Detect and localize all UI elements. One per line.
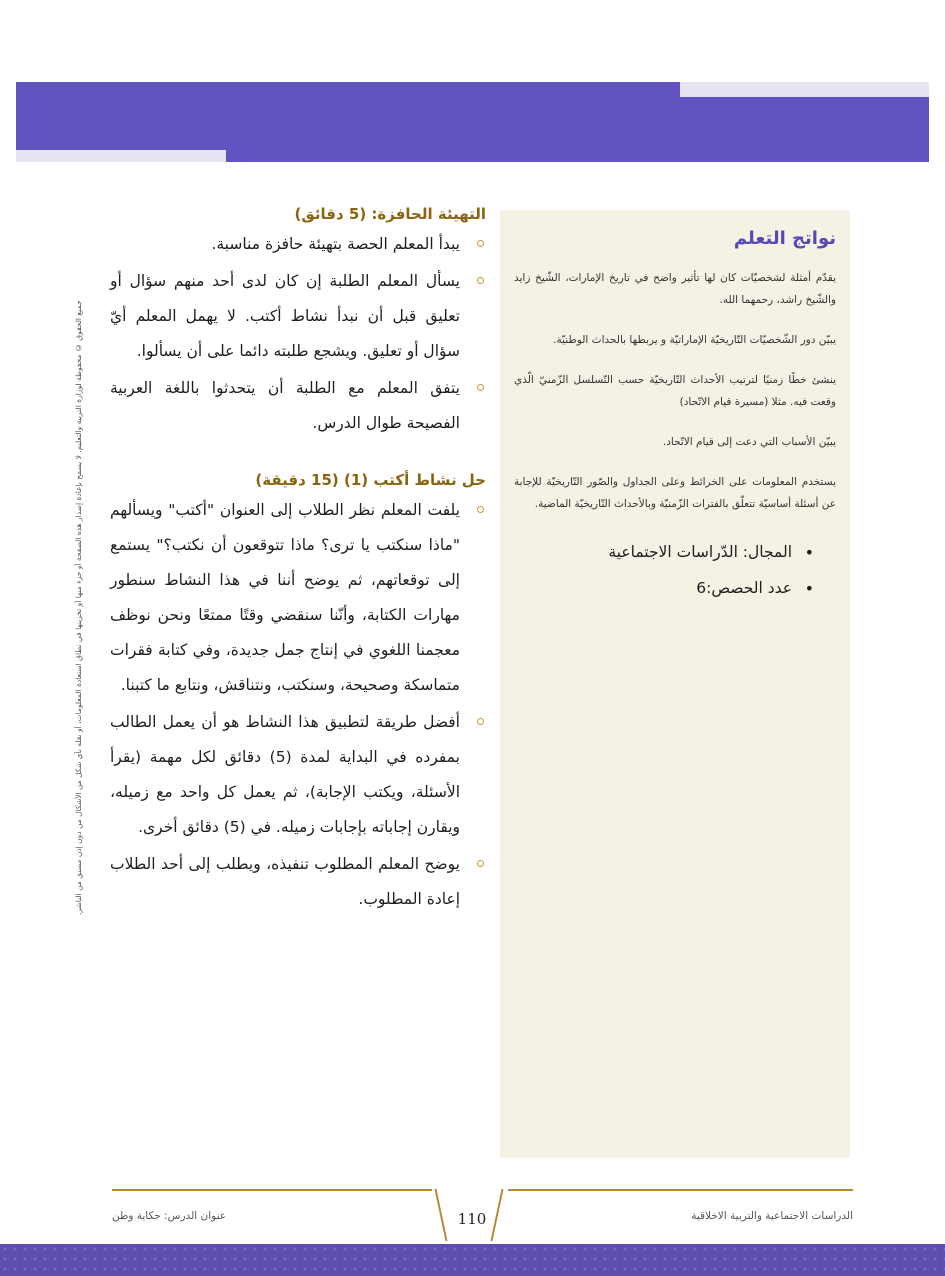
circle-bullet-icon bbox=[477, 506, 484, 513]
list-item bbox=[110, 493, 486, 703]
outcome-item: يقدّم أمثلة لشخصيّات كان لها تأثير واضح في تاريخ الإمارات، الشّيخ زايد والشّيخ راشد، رحمهما الله. bbox=[514, 272, 836, 306]
list-item-text: يسأل المعلم الطلبة إن كان لدى أحد منهم سؤال أو تعليق قبل أن نبدأ نشاط أكتب. لا يهمل المعلم أيّ سؤال أو تعليق. ويشجع طلبته دائما على أن يسألوا. bbox=[110, 272, 460, 360]
circle-bullet-icon bbox=[477, 860, 484, 867]
outcome-item: يبيّن دور الشّخصيّات التّاريخيّة الإماراتيّة و يربطها بالحداث الوطنيّة. bbox=[553, 334, 836, 346]
list-item-text: يلفت المعلم نظر الطلاب إلى العنوان "أكتب" ويسألهم "ماذا سنكتب يا ترى؟ ماذا تتوقعون أن نكتب؟" يستمع إلى توقعاتهم، ثم يوضح أننا في هذا النشاط سنطور مهارات الكتابة، وأنّنا سنقضي وقتًا ممتعًا ونحن نوظف معجمنا اللغوي في إنتاج جمل جديدة، وفي كتابة فقرات متماسكة وصحيحة، وسنكتب، ونتناقش، ونتابع ما كتبنا. bbox=[110, 501, 460, 694]
footer-lesson-title: عنوان الدرس: حكاية وطن bbox=[112, 1210, 227, 1222]
outcome-item: ينشئ خطًا زمنيًا لترتيب الأحداث التّاريخيّة حسب التّسلسل الزّمنيّ الّذي وقعت فيه. مثلا (مسيرة قيام الاتّحاد) bbox=[514, 374, 836, 408]
footer-rule-right bbox=[508, 1189, 853, 1191]
circle-bullet-icon bbox=[477, 718, 484, 725]
sessions-count: • عدد الحصص:6 bbox=[514, 579, 792, 597]
outcome-item: يستخدم المعلومات على الخرائط وعلى الجداول والصّور التّاريخيّة للإجابة عن أسئلة أساسيّة تتعلّق بالفترات الزّمنيّة وبالأحداث التّاريخيّة الماضية. bbox=[514, 476, 836, 510]
list-item-text: يتفق المعلم مع الطلبة أن يتحدثوا باللغة العربية الفصيحة طوال الدرس. bbox=[110, 379, 460, 432]
outcome-item: يبيّن الأسباب التي دعت إلى قيام الاتّحاد. bbox=[662, 436, 836, 448]
header-banner-notch bbox=[16, 150, 226, 162]
list-item bbox=[110, 264, 486, 369]
list-item bbox=[110, 847, 486, 917]
circle-bullet-icon bbox=[477, 384, 484, 391]
list-item-text: أفضل طريقة لتطبيق هذا النشاط هو أن يعمل الطالب بمفرده في البداية لمدة (5) دقائق لكل مهمة (يقرأ الأسئلة، ويكتب الإجابة)، ثم يعمل كل واحد مع زميله، ويقارن إجاباته بإجابات زميله. في (5) دقائق أخرى. bbox=[110, 713, 460, 836]
footer-subject: الدراسات الاجتماعية والتربية الاخلاقية bbox=[691, 1210, 853, 1222]
header-banner-strip bbox=[680, 82, 929, 97]
footer-pattern-band bbox=[0, 1244, 945, 1276]
learning-outcomes-panel bbox=[500, 210, 850, 1158]
footer-rule-left bbox=[112, 1189, 432, 1191]
circle-bullet-icon bbox=[477, 277, 484, 284]
list-item bbox=[110, 227, 486, 262]
circle-bullet-icon bbox=[477, 240, 484, 247]
page-number: 110 bbox=[457, 1210, 487, 1228]
list-item-text: يوضح المعلم المطلوب تنفيذه، ويطلب إلى أحد الطلاب إعادة المطلوب. bbox=[110, 855, 460, 908]
domain-label: • المجال: الدّراسات الاجتماعية bbox=[514, 543, 792, 561]
lesson-meta-list bbox=[514, 543, 836, 597]
activity-heading: حل نشاط أكتب (1) (15 دقيقة) bbox=[255, 471, 486, 489]
lesson-content bbox=[110, 205, 486, 919]
learning-outcomes-title: نواتج التعلم bbox=[733, 228, 836, 249]
warmup-heading: التهيئة الحافزة: (5 دقائق) bbox=[294, 205, 486, 223]
copyright-note: جميع الحقوق © محفوظة لوزارة التربية والتعليم. لا يسمح بإعادة إصدار هذه الصفحة أو جزء منها أو تخزينها في نطاق استعادة المعلومات، أو نقله بأي شكل من الأشكال من دون إذن مسبق من الناشر. bbox=[74, 300, 83, 915]
list-item bbox=[110, 705, 486, 845]
list-item-text: يبدأ المعلم الحصة بتهيئة حافزة مناسبة. bbox=[211, 235, 460, 253]
list-item bbox=[110, 371, 486, 441]
